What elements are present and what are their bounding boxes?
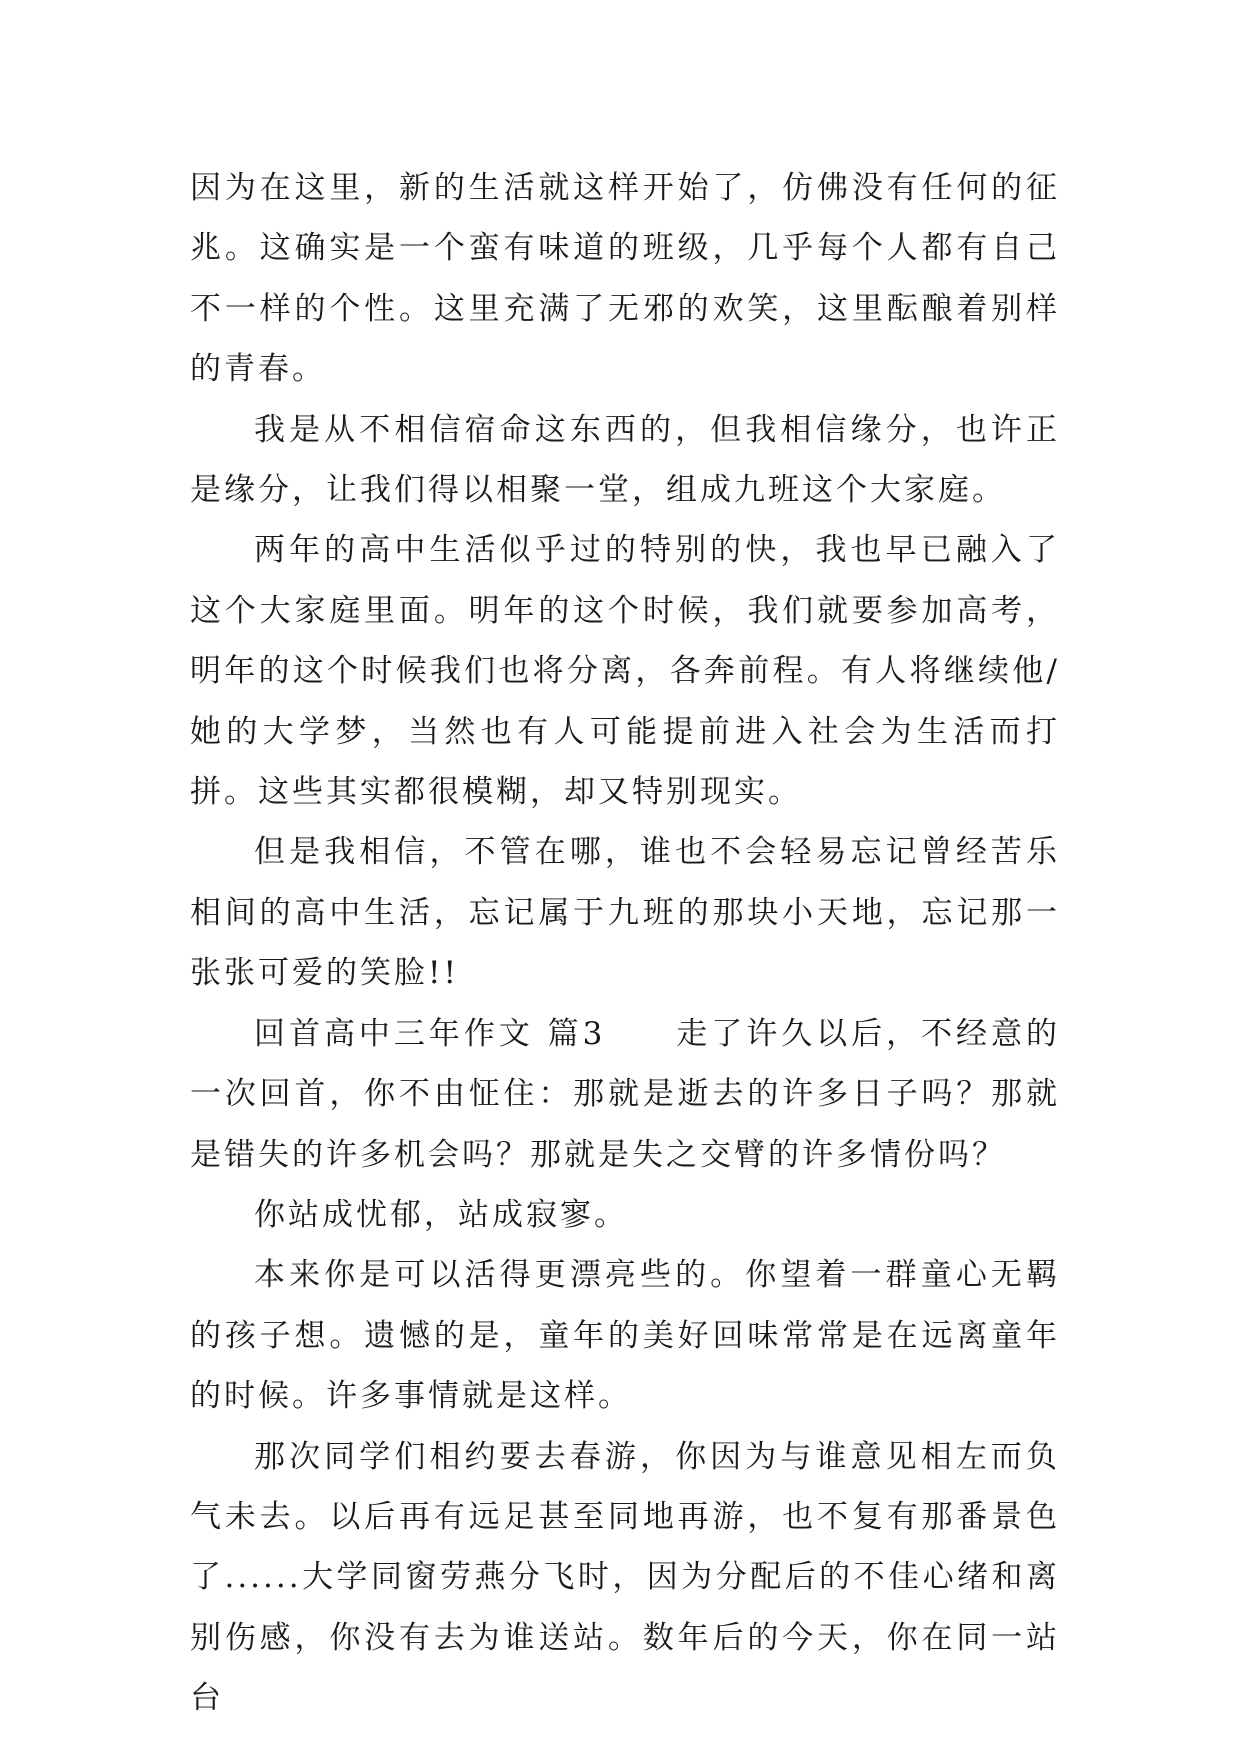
paragraph: 两年的高中生活似乎过的特别的快，我也早已融入了这个大家庭里面。明年的这个时候，我们就要参加高考，明年的这个时候我们也将分离，各奔前程。有人将继续他/她的大学梦，当然也有人可能提前进入社会为生活而打拼。这些其实都很模糊，却又特别现实。 bbox=[190, 532, 1060, 811]
paragraph: 我是从不相信宿命这东西的，但我相信缘分，也许正是缘分，让我们得以相聚一堂，组成九班这个大家庭。 bbox=[190, 411, 1060, 509]
paragraph: 但是我相信，不管在哪，谁也不会轻易忘记曾经苦乐相间的高中生活，忘记属于九班的那块小天地，忘记那一张张可爱的笑脸!! bbox=[190, 834, 1060, 992]
paragraph: 本来你是可以活得更漂亮些的。你望着一群童心无羁的孩子想。遗憾的是，童年的美好回味常常是在远离童年的时候。许多事情就是这样。 bbox=[190, 1257, 1060, 1415]
paragraph: 那次同学们相约要去春游，你因为与谁意见相左而负气未去。以后再有远足甚至同地再游，也不复有那番景色了......大学同窗劳燕分飞时，因为分配后的不佳心绪和离别伤感，你没有去为谁送站。数年后的今天，你在同一站台 bbox=[190, 1438, 1060, 1717]
paragraph: 因为在这里，新的生活就这样开始了，仿佛没有任何的征兆。这确实是一个蛮有味道的班级，几乎每个人都有自己不一样的个性。这里充满了无邪的欢笑，这里酝酿着别样的青春。 bbox=[190, 170, 1060, 388]
paragraph: 回首高中三年作文 篇3 走了许久以后，不经意的一次回首，你不由怔住：那就是逝去的许多日子吗？那就是错失的许多机会吗？那就是失之交臂的许多情份吗？ bbox=[190, 1015, 1060, 1173]
document-body bbox=[190, 158, 1060, 1729]
paragraph: 你站成忧郁，站成寂寥。 bbox=[254, 1196, 628, 1233]
